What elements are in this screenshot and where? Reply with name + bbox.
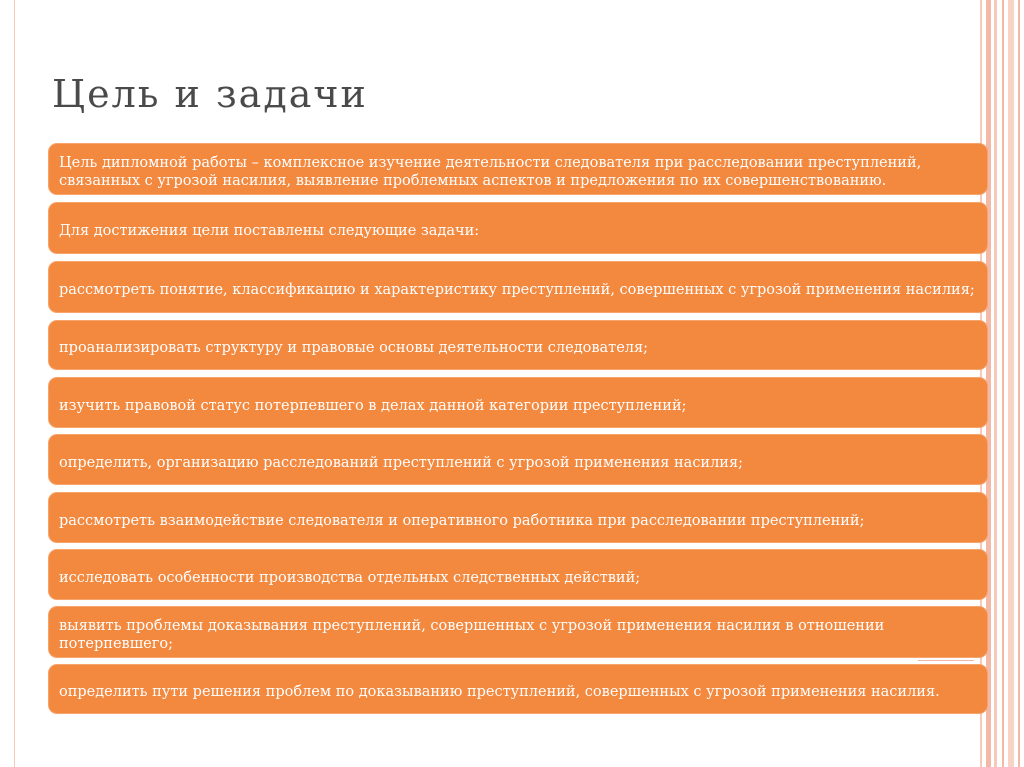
- list-item-text: определить, организацию расследований преступлений с угрозой применения насилия;: [59, 454, 744, 471]
- list-item: [48, 434, 988, 485]
- page-title: Цель и задачи: [52, 72, 368, 116]
- list-item-text: определить пути решения проблем по доказыванию преступлений, совершенных с угрозой применения насилия.: [59, 684, 940, 700]
- list-item: [48, 320, 988, 370]
- list-item: [48, 606, 988, 658]
- goal-box: [48, 143, 988, 195]
- list-item-text: выявить проблемы доказывания преступлений, совершенных с угрозой применения насилия в отношении потерпевшего;: [59, 618, 885, 652]
- list-item-text: Цель дипломной работы – комплексное изучение деятельности следователя при расследовании преступлений, связанных с угрозой насилия, выявление проблемных аспектов и предложения по их совершенствованию.: [59, 155, 922, 189]
- list-item-text: изучить правовой статус потерпевшего в делах данной категории преступлений;: [59, 397, 687, 414]
- list-item-text: Для достижения цели поставлены следующие задачи:: [59, 223, 480, 239]
- list-item: [48, 377, 988, 428]
- list-item: [48, 549, 988, 600]
- list-item: [48, 261, 988, 313]
- stripe: [1018, 0, 1020, 767]
- stripe: [994, 0, 997, 767]
- list-item: [48, 664, 988, 714]
- list-item: [48, 202, 988, 254]
- decorative-line: [918, 660, 974, 661]
- list-item-text: исследовать особенности производства отдельных следственных действий;: [59, 569, 641, 586]
- list-item-text: рассмотреть взаимодействие следователя и оперативного работника при расследовании преступлений;: [59, 512, 865, 529]
- stripe: [1002, 0, 1004, 767]
- list-item: [48, 492, 988, 543]
- stripe: [1008, 0, 1014, 767]
- list-item-text: рассмотреть понятие, классификацию и характеристику преступлений, совершенных с угрозой применения насилия;: [59, 282, 975, 298]
- list-item-text: проанализировать структуру и правовые основы деятельности следователя;: [59, 340, 649, 356]
